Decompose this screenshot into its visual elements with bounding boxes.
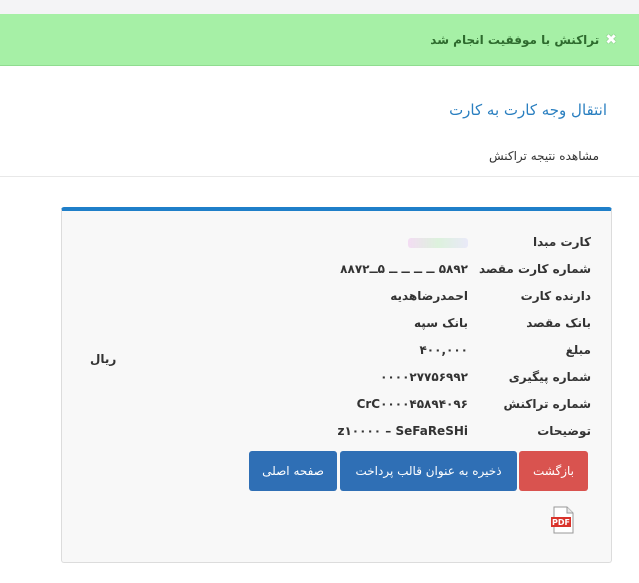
back-button[interactable]: بازگشت	[519, 451, 588, 491]
detail-label: مبلغ	[565, 343, 591, 357]
close-icon[interactable]: ✖	[605, 31, 617, 48]
transaction-panel	[61, 207, 612, 563]
detail-row-bank	[62, 316, 611, 336]
page-subtitle: مشاهده نتیجه تراکنش	[488, 149, 599, 163]
alert-message: تراکنش با موفقیت انجام شد	[430, 32, 600, 47]
detail-row-description	[62, 424, 611, 444]
detail-label: توضیحات	[537, 424, 591, 438]
detail-value	[408, 235, 468, 249]
pdf-label: PDF	[552, 518, 570, 527]
detail-label: بانک مقصد	[526, 316, 591, 330]
detail-value: بانک سپه	[414, 316, 468, 330]
detail-label: کارت مبدا	[532, 235, 591, 249]
detail-label: شماره کارت مقصد	[479, 262, 591, 276]
success-alert	[0, 14, 639, 66]
detail-value: z۱۰۰۰۰ – SeFaReSHi	[337, 424, 468, 438]
detail-value: احمدرضاهدیه	[390, 289, 468, 303]
detail-value: ۰۰۰۰۲۷۷۵۶۹۹۲	[380, 370, 468, 384]
detail-label: شماره تراکنش	[503, 397, 591, 411]
divider	[0, 176, 639, 177]
detail-value: ۵۸۹۲ ــ ــ ــ ــ ۵ــ۸۸۷۲	[340, 262, 468, 276]
page-title: انتقال وجه کارت به کارت	[449, 101, 607, 119]
detail-row-amount	[62, 343, 611, 363]
detail-row-holder	[62, 289, 611, 309]
detail-row-source-card	[62, 235, 611, 255]
home-button[interactable]: صفحه اصلی	[249, 451, 337, 491]
detail-value: ۴۰۰,۰۰۰	[419, 343, 468, 357]
top-strip	[0, 0, 639, 14]
detail-label: شماره پیگیری	[508, 370, 591, 384]
amount-unit: ریال	[90, 352, 117, 366]
detail-value: CrC۰۰۰۰۴۵۸۹۴۰۹۶	[356, 397, 468, 411]
detail-label: دارنده کارت	[520, 289, 591, 303]
pdf-icon[interactable]	[551, 506, 575, 534]
masked-card-number	[408, 238, 468, 248]
detail-row-transaction	[62, 397, 611, 417]
detail-row-dest-card	[62, 262, 611, 282]
save-template-button[interactable]: ذخیره به عنوان قالب پرداخت	[340, 451, 517, 491]
detail-row-tracking	[62, 370, 611, 390]
